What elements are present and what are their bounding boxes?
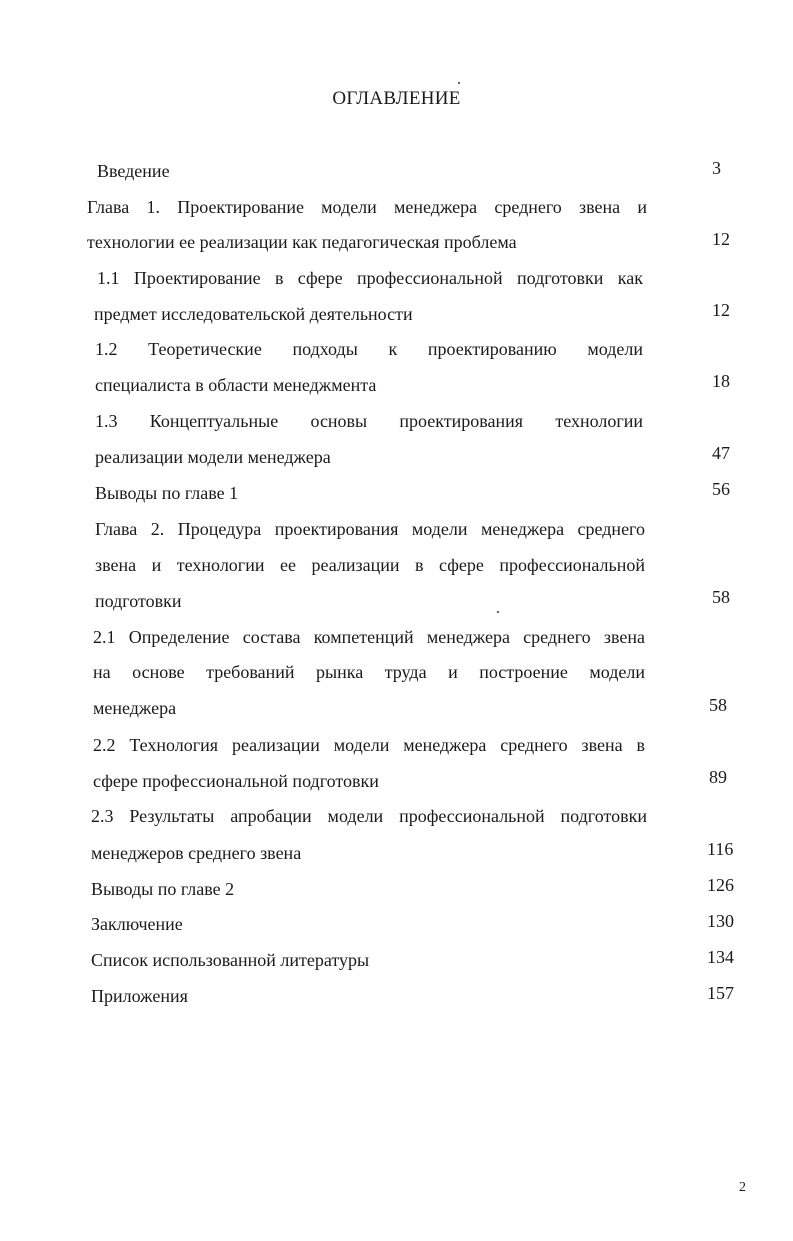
toc-line: технологии ее реализации как педагогическая проблема — [87, 232, 517, 252]
toc-page-number: 126 — [707, 875, 734, 895]
toc-line: 2.1 Определение состава компетенций менеджера среднего звена — [93, 627, 645, 647]
toc-page-number: 58 — [709, 695, 727, 715]
toc-line: звена и технологии ее реализации в сфере профессиональной — [95, 555, 645, 575]
toc-page-number: 12 — [712, 300, 730, 320]
toc-line: предмет исследовательской деятельности — [94, 304, 413, 324]
toc-line: 1.1 Проектирование в сфере профессиональной подготовки как — [97, 268, 643, 288]
toc-entry-intro — [97, 160, 170, 182]
toc-line: подготовки — [95, 591, 182, 611]
toc-line: Глава 2. Процедура проектирования модели менеджера среднего — [95, 519, 645, 539]
toc-page-number: 116 — [707, 839, 734, 859]
toc-page-number: 130 — [707, 911, 734, 931]
toc-line: Глава 1. Проектирование модели менеджера среднего звена и — [87, 197, 647, 217]
toc-page-number: 47 — [712, 443, 730, 463]
toc-line: 1.3 Концептуальные основы проектирования технологии — [95, 411, 643, 431]
toc-page-number: 12 — [712, 229, 730, 249]
toc-line: Выводы по главе 2 — [91, 879, 235, 899]
toc-page-number: 134 — [707, 947, 734, 967]
toc-line: 1.2 Теоретические подходы к проектированию модели — [95, 339, 643, 359]
toc-line: менеджеров среднего звена — [91, 843, 302, 863]
toc-line: 2.2 Технология реализации модели менеджера среднего звена в — [93, 735, 645, 755]
toc-line: Введение — [97, 161, 170, 181]
toc-page-number: 18 — [712, 371, 730, 391]
scan-speck — [497, 611, 499, 613]
toc-line: Список использованной литературы — [91, 950, 370, 970]
toc-line: реализации модели менеджера — [95, 447, 331, 467]
toc-line: на основе требований рынка труда и построение модели — [93, 662, 645, 682]
toc-page-number: 58 — [712, 587, 730, 607]
toc-line: 2.3 Результаты апробации модели профессиональной подготовки — [91, 806, 647, 826]
toc-page-number: 56 — [712, 479, 730, 499]
scan-speck — [458, 82, 460, 84]
page-number: 2 — [739, 1180, 746, 1195]
toc-line: менеджера — [93, 698, 177, 718]
toc-line: Заключение — [91, 914, 183, 934]
toc-line: специалиста в области менеджмента — [95, 375, 377, 395]
toc-page-number: 89 — [709, 767, 727, 787]
toc-page-number: 157 — [707, 983, 734, 1003]
toc-line: Выводы по главе 1 — [95, 483, 239, 503]
toc-line: Приложения — [91, 986, 188, 1006]
toc-page-number: 3 — [712, 158, 721, 178]
toc-line: сфере профессиональной подготовки — [93, 771, 379, 791]
toc-title: ОГЛАВЛЕНИЕ — [332, 88, 461, 109]
